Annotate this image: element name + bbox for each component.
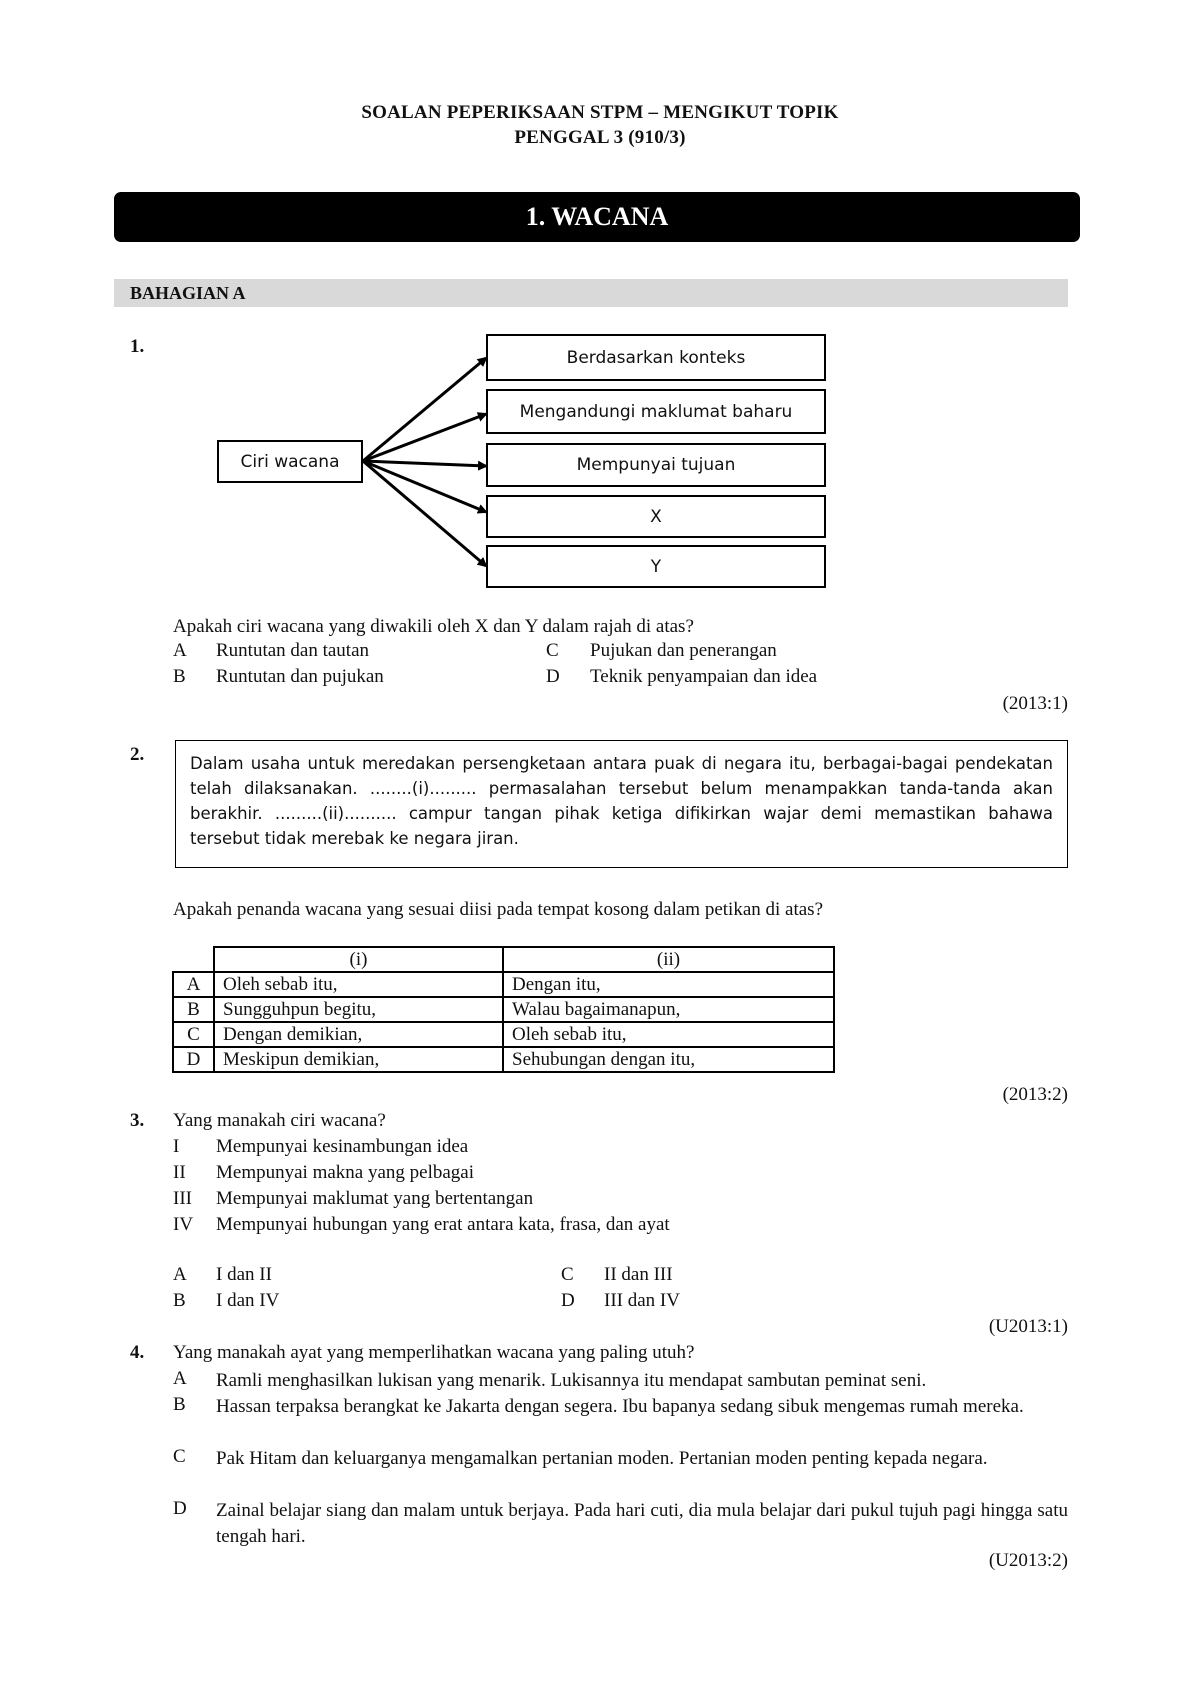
table-row-letter: B [173, 997, 214, 1022]
diagram-target-box [486, 334, 826, 381]
diagram-source-label: Ciri wacana [240, 451, 340, 472]
diagram-target-box [486, 443, 826, 487]
table-row [173, 1022, 834, 1047]
table-cell: Oleh sebab itu, [214, 972, 503, 997]
q3-option-text: I dan IV [216, 1290, 280, 1311]
diagram-target-box [486, 495, 826, 538]
q4-option-letter: D [173, 1498, 187, 1519]
table-row-letter: C [173, 1022, 214, 1047]
table-cell: Sungguhpun begitu, [214, 997, 503, 1022]
table-row [173, 972, 834, 997]
q4-option-letter: B [173, 1394, 186, 1415]
q3-statement-roman: I [173, 1136, 180, 1157]
q3-statement-roman: III [173, 1188, 192, 1209]
question-1-reference: (2013:1) [1002, 693, 1068, 714]
q1-option-letter: A [173, 640, 187, 661]
diagram-source-box [217, 440, 363, 483]
diagram-arrow-2 [363, 414, 486, 461]
diagram-target-label: X [650, 506, 662, 527]
q4-option-text: Pak Hitam dan keluarganya mengamalkan pertanian moden. Pertanian moden penting kepada negara. [216, 1448, 988, 1469]
q1-option-text: Runtutan dan tautan [216, 640, 370, 661]
q2-answer-table [172, 946, 835, 1073]
q1-option-letter: C [546, 640, 559, 661]
diagram-target-label: Y [650, 556, 662, 577]
table-header-row [173, 947, 834, 972]
q1-option-letter: D [546, 666, 560, 687]
q3-statement-text: Mempunyai kesinambungan idea [216, 1136, 469, 1157]
table-cell: Walau bagaimanapun, [503, 997, 834, 1022]
question-3-number: 3. [130, 1110, 145, 1131]
table-header-cell: (ii) [503, 947, 834, 972]
q4-option-text: Zainal belajar siang dan malam untuk berjaya. Pada hari cuti, dia mula belajar dari pukul tujuh pagi hingga satu tengah hari. [216, 1500, 1068, 1547]
q3-statement-roman: IV [173, 1214, 194, 1235]
question-1-number: 1. [130, 336, 145, 357]
table-cell: Dengan demikian, [214, 1022, 503, 1047]
table-cell: Oleh sebab itu, [503, 1022, 834, 1047]
question-4-number: 4. [130, 1342, 145, 1363]
table-cell: Meskipun demikian, [214, 1047, 503, 1072]
table-corner-cell [173, 947, 214, 972]
table-row-letter: A [173, 972, 214, 997]
table-header-cell: (i) [214, 947, 503, 972]
diagram-target-label: Mempunyai tujuan [576, 455, 736, 475]
q3-option-letter: D [561, 1290, 575, 1311]
q3-option-text: II dan III [604, 1264, 673, 1285]
diagram-arrow-1 [363, 358, 486, 461]
question-2-text: Apakah penanda wacana yang sesuai diisi pada tempat kosong dalam petikan di atas? [173, 899, 823, 920]
q3-option-letter: A [173, 1264, 187, 1285]
question-3-reference: (U2013:1) [988, 1316, 1068, 1337]
question-2-reference: (2013:2) [1002, 1084, 1068, 1105]
q4-option-letter: C [173, 1446, 186, 1467]
document-header-line1: SOALAN PEPERIKSAAN STPM – MENGIKUT TOPIK [361, 102, 839, 123]
diagram-arrow-5 [363, 461, 486, 566]
table-row [173, 997, 834, 1022]
q4-option-letter: A [173, 1368, 187, 1389]
q3-option-letter: B [173, 1290, 186, 1311]
table-row [173, 1047, 834, 1072]
diagram-target-box [486, 545, 826, 588]
q1-option-text: Runtutan dan pujukan [216, 666, 384, 687]
table-row-letter: D [173, 1047, 214, 1072]
table-cell: Dengan itu, [503, 972, 834, 997]
q3-option-letter: C [561, 1264, 574, 1285]
q4-option-text: Hassan terpaksa berangkat ke Jakarta dengan segera. Ibu bapanya sedang sibuk mengemas rumah mereka. [216, 1396, 1024, 1417]
q1-option-letter: B [173, 666, 186, 687]
q4-option-text: Ramli menghasilkan lukisan yang menarik. Lukisannya itu mendapat sambutan peminat seni. [216, 1370, 927, 1391]
diagram-target-label: Berdasarkan konteks [566, 347, 746, 368]
question-4-text: Yang manakah ayat yang memperlihatkan wacana yang paling utuh? [173, 1342, 695, 1363]
table-cell: Sehubungan dengan itu, [503, 1047, 834, 1072]
question-1-text: Apakah ciri wacana yang diwakili oleh X dan Y dalam rajah di atas? [173, 616, 694, 637]
q2-passage-box [175, 740, 1068, 868]
question-3-text: Yang manakah ciri wacana? [173, 1110, 386, 1131]
q3-statement-text: Mempunyai makna yang pelbagai [216, 1162, 475, 1183]
q1-option-text: Pujukan dan penerangan [590, 640, 777, 661]
question-2-number: 2. [130, 744, 145, 765]
diagram-target-label: Mengandungi maklumat baharu [519, 401, 793, 422]
q1-option-text: Teknik penyampaian dan idea [590, 666, 818, 687]
q3-statement-text: Mempunyai maklumat yang bertentangan [216, 1188, 534, 1209]
topic-banner-title: 1. WACANA [525, 202, 669, 231]
diagram-arrow-3 [363, 461, 486, 466]
q3-statement-roman: II [173, 1162, 186, 1183]
diagram-target-box [486, 389, 826, 434]
q2-passage-text: Dalam usaha untuk meredakan persengketaan antara puak di negara itu, berbagai-bagai pendekatan telah dilaksanakan. ........(i)......... permasalahan tersebut belum menampakkan tanda-tanda akan berakhir. .........(ii).......... campur tangan pihak ketiga difikirkan wajar demi memastikan bahawa tersebut tidak merebak ke negara jiran. [190, 754, 1053, 848]
diagram-arrow-4 [363, 461, 486, 512]
document-header-line2: PENGGAL 3 (910/3) [514, 127, 686, 148]
q3-statement-text: Mempunyai hubungan yang erat antara kata, frasa, dan ayat [216, 1214, 670, 1235]
section-heading: BAHAGIAN A [114, 279, 1068, 307]
q3-option-text: III dan IV [604, 1290, 680, 1311]
q3-option-text: I dan II [216, 1264, 272, 1285]
question-4-reference: (U2013:2) [988, 1550, 1068, 1571]
